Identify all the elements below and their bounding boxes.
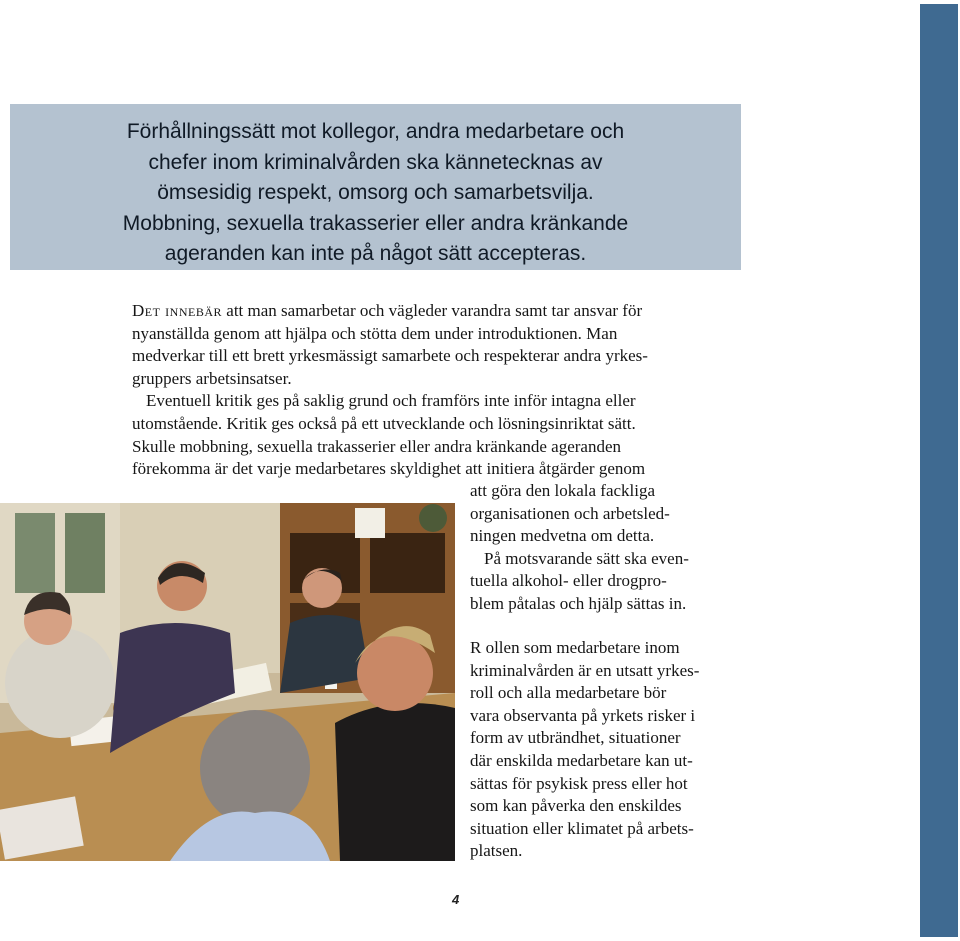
body-line: utomstående. Kritik ges också på ett utvecklande och lösningsinriktat sätt.	[132, 413, 636, 433]
body-line: roll och alla medarbetare bör	[470, 683, 667, 703]
person-woman-body	[5, 628, 115, 738]
callout-text	[10, 117, 741, 270]
body-line: platsen.	[470, 841, 523, 861]
body-text-right	[470, 480, 730, 616]
body-line: form av utbrändhet, situationer	[470, 728, 681, 748]
body-line: förekomma är det varje medarbetares skyldighet att initiera åtgärder genom	[132, 459, 646, 479]
lead-in: Det innebär	[132, 301, 223, 320]
person-foreground-man-body	[335, 703, 455, 861]
page-number: 4	[452, 892, 460, 907]
body-text-right-lower	[470, 637, 730, 863]
person-back-head	[200, 710, 310, 826]
body-line	[132, 300, 722, 323]
body-line: gruppers arbetsinsatser.	[132, 368, 292, 388]
body-line: att göra den lokala fackliga	[470, 481, 656, 500]
plant-pot	[355, 508, 385, 538]
body-line: På motsvarande sätt ska even-	[484, 548, 689, 568]
body-line: blem påtalas och hjälp sättas in.	[470, 593, 687, 613]
body-line-rest: att man samarbetar och vägleder varandra samt tar ansvar för	[222, 301, 643, 320]
body-text-main	[132, 300, 722, 481]
callout-line: ageranden kan inte på något sätt accepteras.	[164, 242, 587, 265]
callout-line: Förhållningssätt mot kollegor, andra medarbetare och	[126, 120, 625, 143]
body-line: tuella alkohol- eller drogpro-	[470, 571, 667, 591]
body-line: medverkar till ett brett yrkesmässigt samarbete och respekterar andra yrkes-	[132, 346, 648, 366]
body-line: ningen medvetna om detta.	[470, 526, 655, 546]
side-accent-bar	[920, 4, 958, 937]
callout-line: ömsesidig respekt, omsorg och samarbetsvilja.	[157, 181, 594, 204]
body-line: nyanställda genom att hjälpa och stötta dem under introduktionen. Man	[132, 323, 618, 343]
body-line: situation eller klimatet på arbets-	[470, 818, 694, 838]
body-line: sättas för psykisk press eller hot	[470, 773, 688, 793]
body-line: R ollen som medarbetare inom	[470, 638, 680, 657]
body-line: vara observanta på yrkets risker i	[470, 705, 696, 725]
window-pane	[65, 513, 105, 593]
body-line: där enskilda medarbetare kan ut-	[470, 750, 693, 770]
meeting-photo	[0, 503, 455, 861]
body-line: Skulle mobbning, sexuella trakasserier eller andra kränkande ageranden	[132, 436, 622, 456]
plant	[419, 504, 447, 532]
body-line: som kan påverka den enskildes	[470, 796, 682, 816]
callout-line: Mobbning, sexuella trakasserier eller andra kränkande	[122, 211, 629, 235]
callout-line: chefer inom kriminalvården ska kännetecknas av	[148, 150, 603, 174]
body-line: Eventuell kritik ges på saklig grund och framförs inte inför intagna eller	[146, 391, 636, 411]
cabinet-door	[370, 533, 445, 593]
body-line: organisationen och arbetsled-	[470, 503, 670, 523]
window-pane	[15, 513, 55, 593]
body-line: kriminalvården är en utsatt yrkes-	[470, 660, 700, 680]
meeting-illustration	[0, 503, 455, 861]
